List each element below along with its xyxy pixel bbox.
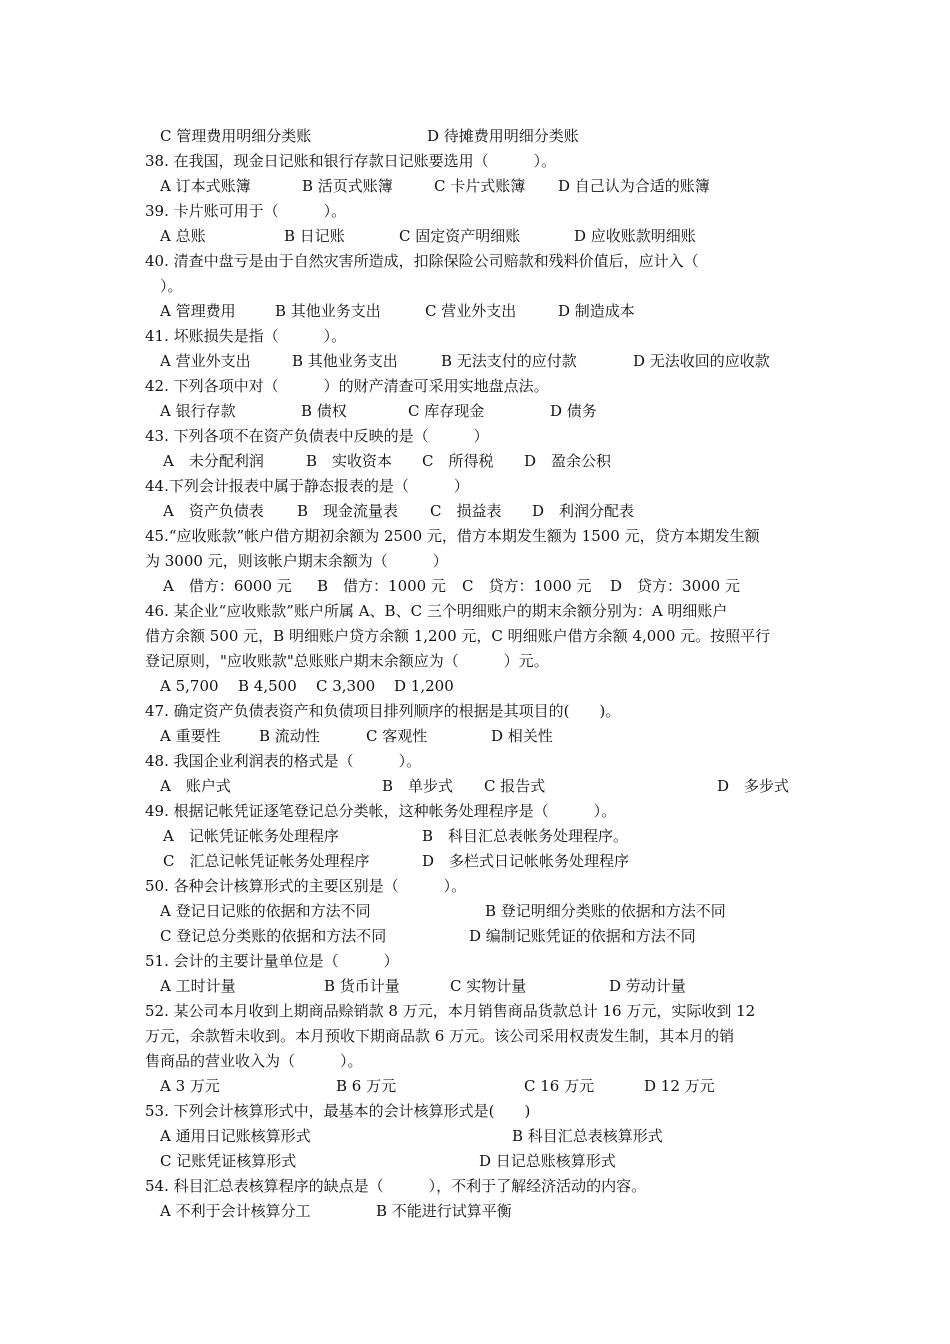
option: B 现金流量表 — [297, 502, 399, 520]
option: B 货币计量 — [324, 977, 400, 995]
option: D 1,200 — [394, 677, 454, 695]
options-line — [160, 449, 825, 474]
options-line — [160, 849, 825, 874]
option: D 制造成本 — [558, 302, 635, 320]
option: A 银行存款 — [160, 402, 236, 420]
option: A 账户式 — [160, 777, 231, 795]
option: D 无法收回的应收款 — [633, 352, 770, 370]
option: D 待摊费用明细分类账 — [427, 127, 579, 145]
question-line: 48. 我国企业利润表的格式是（ ）。 — [145, 752, 422, 770]
option: B 日记账 — [284, 227, 345, 245]
option: A 不利于会计核算分工 — [160, 1202, 311, 1220]
option: A 通用日记账核算形式 — [160, 1127, 311, 1145]
option: D 多步式 — [717, 777, 790, 795]
options-line — [160, 574, 825, 599]
options-line — [160, 724, 825, 749]
option: B 不能进行试算平衡 — [376, 1202, 512, 1220]
question-line: 45.“应收账款”帐户借方期初余额为 2500 元，借方本期发生额为 1500 元，贷方本期发生额 — [145, 527, 760, 545]
option: A 记帐凭证帐务处理程序 — [163, 827, 339, 845]
question-line: 38. 在我国，现金日记账和银行存款日记账要选用（ ）。 — [145, 152, 557, 170]
option: B 科目汇总表核算形式 — [512, 1127, 663, 1145]
option: C 3,300 — [316, 677, 376, 695]
option: D 应收账款明细账 — [574, 227, 696, 245]
option: A 借方：6000 元 — [163, 577, 292, 595]
option: D 利润分配表 — [532, 502, 635, 520]
options-line — [160, 674, 825, 699]
option: C 报告式 — [484, 777, 546, 795]
question-line: 44.下列会计报表中属于静态报表的是（ ） — [145, 477, 469, 495]
option: A 资产负债表 — [163, 502, 264, 520]
option: D 自己认为合适的账簿 — [558, 177, 710, 195]
option: C 营业外支出 — [425, 302, 517, 320]
option: D 相关性 — [491, 727, 553, 745]
option: A 5,700 — [160, 677, 219, 695]
option: B 4,500 — [238, 677, 297, 695]
option: A 登记日记账的依据和方法不同 — [160, 902, 371, 920]
options-line — [160, 124, 825, 149]
option: D 债务 — [550, 402, 597, 420]
option: C 库存现金 — [408, 402, 485, 420]
option: A 工时计量 — [160, 977, 236, 995]
options-line — [160, 824, 825, 849]
option: A 总账 — [160, 227, 206, 245]
option: C 贷方：1000 元 — [462, 577, 592, 595]
option: B 科目汇总表帐务处理程序。 — [422, 827, 629, 845]
options-line — [160, 899, 825, 924]
options-line — [160, 399, 825, 424]
option: B 活页式账簿 — [302, 177, 393, 195]
options-line — [160, 1149, 825, 1174]
question-line: 54. 科目汇总表核算程序的缺点是（ ），不利于了解经济活动的内容。 — [145, 1177, 647, 1195]
option: A 重要性 — [160, 727, 221, 745]
option: D 劳动计量 — [609, 977, 686, 995]
option: D 编制记账凭证的依据和方法不同 — [469, 927, 696, 945]
option: A 营业外支出 — [160, 352, 251, 370]
option: D 多栏式日记帐帐务处理程序 — [422, 852, 630, 870]
options-line — [160, 224, 825, 249]
option: A 3 万元 — [160, 1077, 220, 1095]
option: B 借方：1000 元 — [317, 577, 446, 595]
option: A 未分配利润 — [163, 452, 264, 470]
question-line: 47. 确定资产负债表资产和负债项目排列顺序的根据是其项目的( )。 — [145, 702, 621, 720]
option: C 所得税 — [422, 452, 494, 470]
option: B 其他业务支出 — [275, 302, 381, 320]
option: B 其他业务支出 — [292, 352, 398, 370]
option: D 盈余公积 — [524, 452, 612, 470]
option: C 汇总记帐凭证帐务处理程序 — [163, 852, 370, 870]
question-line: 借方余额 500 元，B 明细账户贷方余额 1,200 元，C 明细账户借方余额 4,000 元。按照平行 — [145, 627, 771, 645]
options-line — [160, 974, 825, 999]
option: C 实物计量 — [450, 977, 527, 995]
question-line: 售商品的营业收入为（ ）。 — [145, 1052, 363, 1070]
question-line: 53. 下列会计核算形式中，最基本的会计核算形式是( ) — [145, 1102, 531, 1120]
option: C 管理费用明细分类账 — [160, 127, 312, 145]
option: B 6 万元 — [336, 1077, 397, 1095]
options-line — [160, 174, 825, 199]
option: D 贷方：3000 元 — [610, 577, 740, 595]
question-line: 51. 会计的主要计量单位是（ ） — [145, 952, 399, 970]
option: C 卡片式账簿 — [434, 177, 526, 195]
option: D 日记总账核算形式 — [479, 1152, 616, 1170]
question-line: 登记原则，"应收账款"总账账户期末余额应为（ ）元。 — [145, 652, 549, 670]
option: D 12 万元 — [644, 1077, 715, 1095]
question-line: 50. 各种会计核算形式的主要区别是（ ）。 — [145, 877, 467, 895]
option: B 登记明细分类账的依据和方法不同 — [485, 902, 726, 920]
options-line — [160, 1199, 825, 1224]
options-line — [160, 349, 825, 374]
option: B 流动性 — [259, 727, 320, 745]
question-line: 39. 卡片账可用于（ ）。 — [145, 202, 347, 220]
option: B 实收资本 — [306, 452, 393, 470]
question-line: 41. 坏账损失是指（ ）。 — [145, 327, 347, 345]
options-line — [160, 924, 825, 949]
options-line — [160, 774, 825, 799]
option: A 管理费用 — [160, 302, 236, 320]
options-line — [160, 299, 825, 324]
option: C 客观性 — [366, 727, 428, 745]
options-line — [160, 1074, 825, 1099]
options-line — [160, 1124, 825, 1149]
option: B 单步式 — [382, 777, 454, 795]
option: C 登记总分类账的依据和方法不同 — [160, 927, 387, 945]
question-line: 万元，余款暂未收到。本月预收下期商品款 6 万元。该公司采用权责发生制，其本月的销 — [145, 1027, 735, 1045]
option: C 记账凭证核算形式 — [160, 1152, 297, 1170]
question-line: 为 3000 元，则该帐户期末余额为（ ） — [145, 552, 448, 570]
question-line: 52. 某公司本月收到上期商品赊销款 8 万元，本月销售商品货款总计 16 万元，实际收到 12 — [145, 1002, 756, 1020]
question-line: 43. 下列各项不在资产负债表中反映的是（ ） — [145, 427, 489, 445]
options-line — [160, 499, 825, 524]
question-line: 40. 清查中盘亏是由于自然灾害所造成，扣除保险公司赔款和残料价值后，应计入（ — [145, 252, 699, 270]
option: C 损益表 — [430, 502, 502, 520]
option: C 16 万元 — [524, 1077, 595, 1095]
question-line: ）。 — [145, 277, 183, 295]
option: C 固定资产明细账 — [399, 227, 521, 245]
option: B 债权 — [301, 402, 347, 420]
option: A 订本式账簿 — [160, 177, 251, 195]
question-line: 46. 某企业“应收账款”账户所属 A、B、C 三个明细账户的期末余额分别为：A 明细账户 — [145, 602, 728, 620]
question-line: 42. 下列各项中对（ ）的财产清查可采用实地盘点法。 — [145, 377, 549, 395]
question-line: 49. 根据记帐凭证逐笔登记总分类帐，这种帐务处理程序是（ ）。 — [145, 802, 617, 820]
option: B 无法支付的应付款 — [441, 352, 577, 370]
